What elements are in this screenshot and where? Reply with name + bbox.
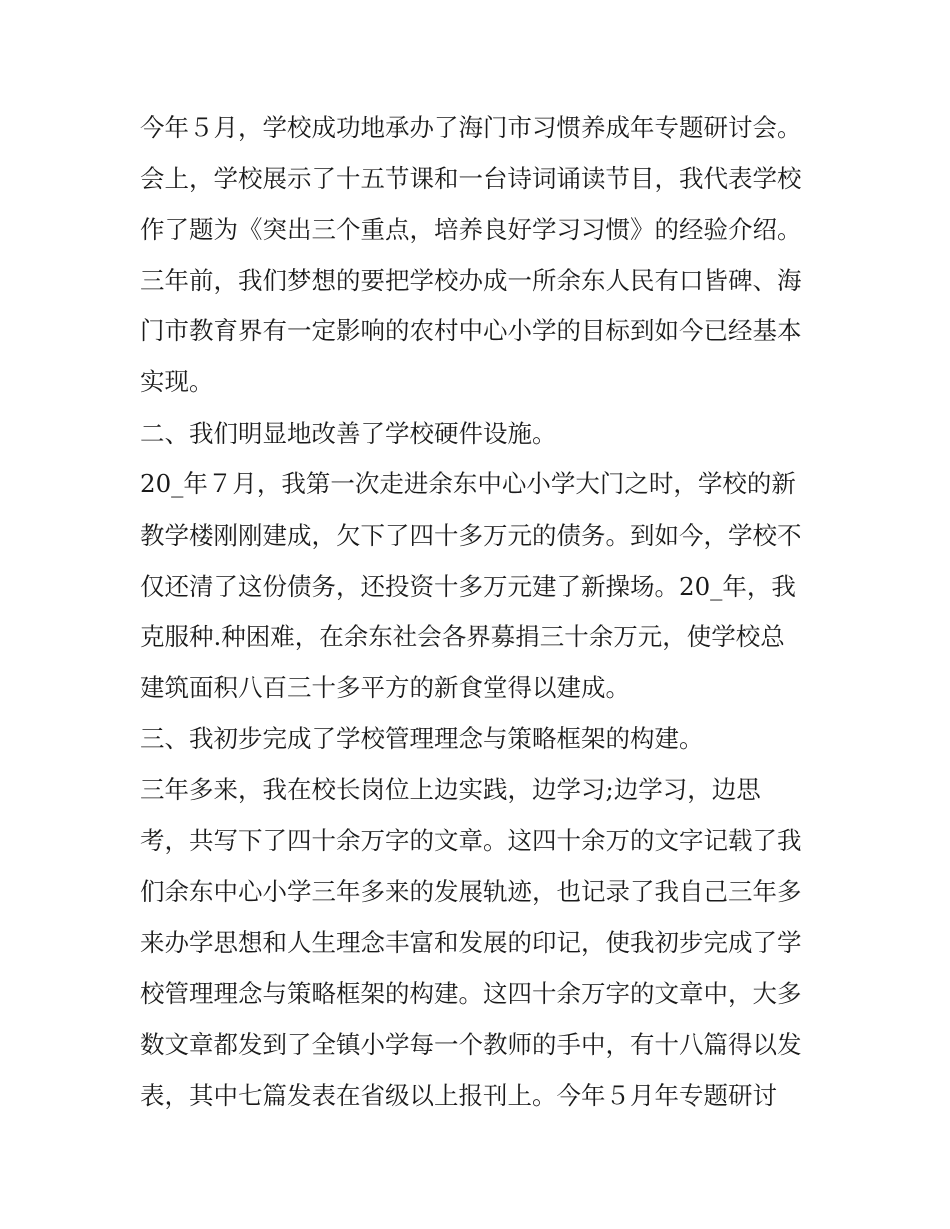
section-heading: 二、我们明显地改善了学校硬件设施。 — [140, 419, 557, 448]
text-line: 克服种.种困难，在余东社会各界募捐三十余万元，使学校总 — [140, 622, 785, 651]
text-line: 今年５月，学校成功地承办了海门市习惯养成年专题研讨会。 — [140, 113, 802, 142]
text-line: 三年前，我们梦想的要把学校办成一所余东人民有口皆碑、海 — [140, 266, 802, 295]
text-line: 数文章都发到了全镇小学每一个教师的手中，有十八篇得以发 — [140, 1030, 802, 1059]
text-line: 们余东中心小学三年多来的发展轨迹，也记录了我自己三年多 — [140, 877, 802, 906]
text-line: 教学楼刚刚建成，欠下了四十多万元的债务。到如今，学校不 — [140, 521, 802, 550]
text-line: 来办学思想和人生理念丰富和发展的印记，使我初步完成了学 — [140, 928, 802, 957]
text-line: 门市教育界有一定影响的农村中心小学的目标到如今已经基本 — [140, 316, 802, 345]
text-line: 20_年７月，我第一次走进余东中心小学大门之时，学校的新 — [140, 469, 796, 498]
text-line: 考，共写下了四十余万字的文章。这四十余万的文字记载了我 — [140, 826, 802, 855]
text-line: 作了题为《突出三个重点，培养良好学习习惯》的经验介绍。 — [140, 215, 802, 244]
text-line: 会上，学校展示了十五节课和一台诗词诵读节目，我代表学校 — [140, 164, 802, 193]
text-line: 三年多来，我在校长岗位上边实践，边学习;边学习，边思 — [140, 775, 761, 804]
text-line: 建筑面积八百三十多平方的新食堂得以建成。 — [140, 673, 630, 702]
text-line: 校管理理念与策略框架的构建。这四十余万字的文章中，大多 — [140, 979, 802, 1008]
text-line: 实现。 — [140, 367, 214, 396]
text-line: 仅还清了这份债务，还投资十多万元建了新操场。20_年，我 — [140, 572, 796, 601]
section-heading: 三、我初步完成了学校管理理念与策略框架的构建。 — [140, 724, 704, 753]
text-line: 表，其中七篇发表在省级以上报刊上。今年５月年专题研讨 — [140, 1081, 777, 1110]
